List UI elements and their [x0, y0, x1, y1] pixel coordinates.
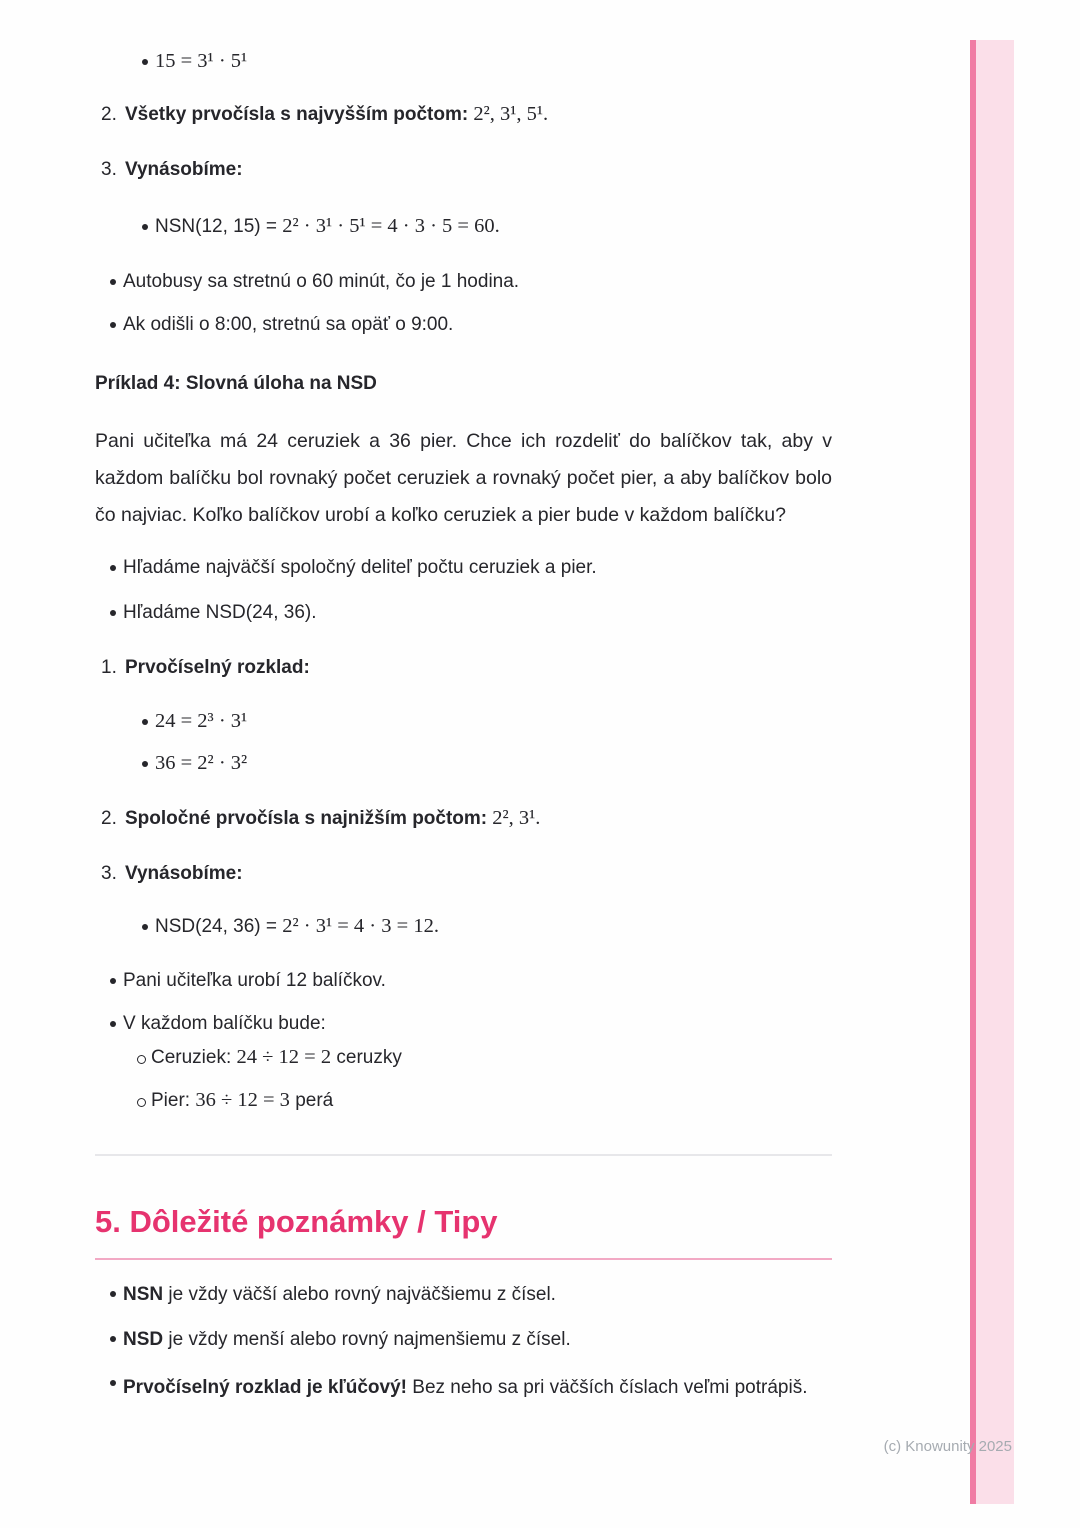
bullet-icon — [103, 311, 123, 328]
document-content — [95, 48, 832, 1406]
nsd-result-text — [155, 913, 439, 940]
tip-bold-text: NSD — [123, 1329, 164, 1350]
bullet-icon — [135, 750, 155, 767]
step-text — [125, 860, 243, 887]
tip-text — [123, 1325, 571, 1355]
tip-rest-text: je vždy menší alebo rovný najmenšiemu z čísel. — [163, 1329, 571, 1350]
bullet-icon — [103, 599, 123, 616]
step-bold-text: Spoločné prvočísla s najnižším počtom: — [125, 808, 488, 829]
step-text — [125, 654, 310, 681]
math-expression: 24 = 2³ · 3¹ — [155, 710, 248, 732]
list-item-find-nsd — [103, 599, 832, 626]
bullet-icon — [103, 1325, 123, 1342]
list-item-conclusion-packages — [103, 967, 832, 994]
bullet-icon — [103, 268, 123, 285]
tip-bold-text: Prvočíselný rozklad je kľúčový! — [123, 1377, 407, 1398]
pencils-text — [151, 1044, 402, 1071]
step-bold-text: Vynásobíme: — [125, 159, 243, 180]
list-item-pens — [131, 1087, 832, 1114]
pens-text — [151, 1087, 333, 1114]
math-expression: 36 = 2² · 3² — [155, 752, 248, 774]
math-expression: 2² · 3¹ · 5¹ = 4 · 3 · 5 = 60. — [282, 215, 500, 237]
list-item-text: Hľadáme najväčší spoločný deliteľ počtu ceruziek a pier. — [123, 557, 597, 578]
step-text — [125, 101, 548, 128]
step-number: 2. — [101, 104, 117, 125]
bullet-icon — [103, 967, 123, 984]
conclusion-text: Pani učiteľka urobí 12 balíčkov. — [123, 970, 386, 991]
conclusion-text: Ak odišli o 8:00, stretnú sa opäť o 9:00. — [123, 314, 454, 335]
math-expression: 2² · 3¹ = 4 · 3 = 12. — [282, 915, 439, 937]
example-4-heading: Príklad 4: Slovná úloha na NSD — [95, 373, 377, 394]
step-text — [125, 156, 243, 183]
result-prefix: NSN(12, 15) = — [155, 216, 283, 237]
section-divider — [95, 1154, 832, 1156]
list-item-nsd-result — [135, 913, 832, 940]
math-expression: 36 ÷ 12 = 3 — [195, 1089, 290, 1111]
list-item-conclusion-time — [103, 311, 832, 338]
bullet-icon — [135, 48, 155, 65]
bullet-icon — [103, 1010, 123, 1027]
tip-text — [123, 1369, 808, 1406]
tip-bold-text: NSN — [123, 1284, 164, 1305]
list-item-pencils — [131, 1044, 832, 1071]
step-number: 2. — [101, 808, 117, 829]
tip-rest-text: Bez neho sa pri väčších číslach veľmi potrápiš. — [407, 1377, 808, 1398]
bullet-icon — [135, 913, 155, 930]
list-item-find-gcd — [103, 554, 832, 581]
math-expression: 15 = 3¹ · 5¹ — [155, 50, 248, 72]
list-item-nsn-result — [135, 213, 832, 240]
list-item-each-package — [103, 1010, 832, 1037]
item-suffix: ceruzky — [331, 1047, 402, 1068]
math-expression: 2², 3¹, 5¹. — [468, 103, 549, 125]
bullet-icon — [103, 1369, 123, 1386]
step-item-factorization — [101, 654, 832, 681]
bullet-icon — [135, 213, 155, 230]
step-bold-text: Prvočíselný rozklad: — [125, 657, 310, 678]
list-item-factorization-15 — [135, 48, 832, 75]
bullet-icon — [103, 1280, 123, 1297]
list-item-text: Hľadáme NSD(24, 36). — [123, 602, 317, 623]
section-5-heading: 5. Dôležité poznámky / Tipy — [95, 1202, 832, 1260]
list-item-factorization-24 — [135, 708, 832, 735]
list-item-factorization-36 — [135, 750, 832, 777]
example-4-paragraph: Pani učiteľka má 24 ceruziek a 36 pier. Chce ich rozdeliť do balíčkov tak, aby v každom balíčku bol rovnaký počet ceruziek a rovnaký počet pier, a aby balíčkov bolo čo najviac. Koľko balíčkov urobí a koľko ceruziek a pier bude v každom balíčku? — [95, 430, 832, 526]
bullet-icon — [135, 708, 155, 725]
step-text — [125, 805, 540, 832]
watermark: (c) Knowunity 2025 — [883, 1438, 1012, 1455]
nsn-result-text — [155, 213, 500, 240]
page-edge-stripe — [976, 40, 1014, 1504]
step-item-highest-powers — [101, 101, 832, 128]
circle-bullet-icon — [131, 1087, 151, 1107]
step-bold-text: Všetky prvočísla s najvyšším počtom: — [125, 104, 469, 125]
circle-bullet-icon — [131, 1044, 151, 1064]
step-number: 1. — [101, 657, 117, 678]
bullet-icon — [103, 554, 123, 571]
tip-item-factorization — [103, 1369, 832, 1406]
step-item-lowest-powers — [101, 805, 832, 832]
step-number: 3. — [101, 159, 117, 180]
list-item-conclusion-buses — [103, 268, 832, 295]
item-label: Ceruziek: — [151, 1047, 237, 1068]
item-label: Pier: — [151, 1090, 196, 1111]
step-item-multiply — [101, 156, 832, 183]
item-suffix: perá — [289, 1090, 334, 1111]
step-bold-text: Vynásobíme: — [125, 863, 243, 884]
step-item-multiply-2 — [101, 860, 832, 887]
list-item-text: V každom balíčku bude: — [123, 1013, 326, 1034]
tip-rest-text: je vždy väčší alebo rovný najväčšiemu z čísel. — [163, 1284, 556, 1305]
step-number: 3. — [101, 863, 117, 884]
tip-item-nsd — [103, 1325, 832, 1355]
conclusion-text: Autobusy sa stretnú o 60 minút, čo je 1 hodina. — [123, 271, 520, 292]
tip-text — [123, 1280, 556, 1310]
tip-item-nsn — [103, 1280, 832, 1310]
result-prefix: NSD(24, 36) = — [155, 916, 283, 937]
math-expression: 2², 3¹. — [487, 807, 541, 829]
math-expression: 24 ÷ 12 = 2 — [236, 1046, 332, 1068]
